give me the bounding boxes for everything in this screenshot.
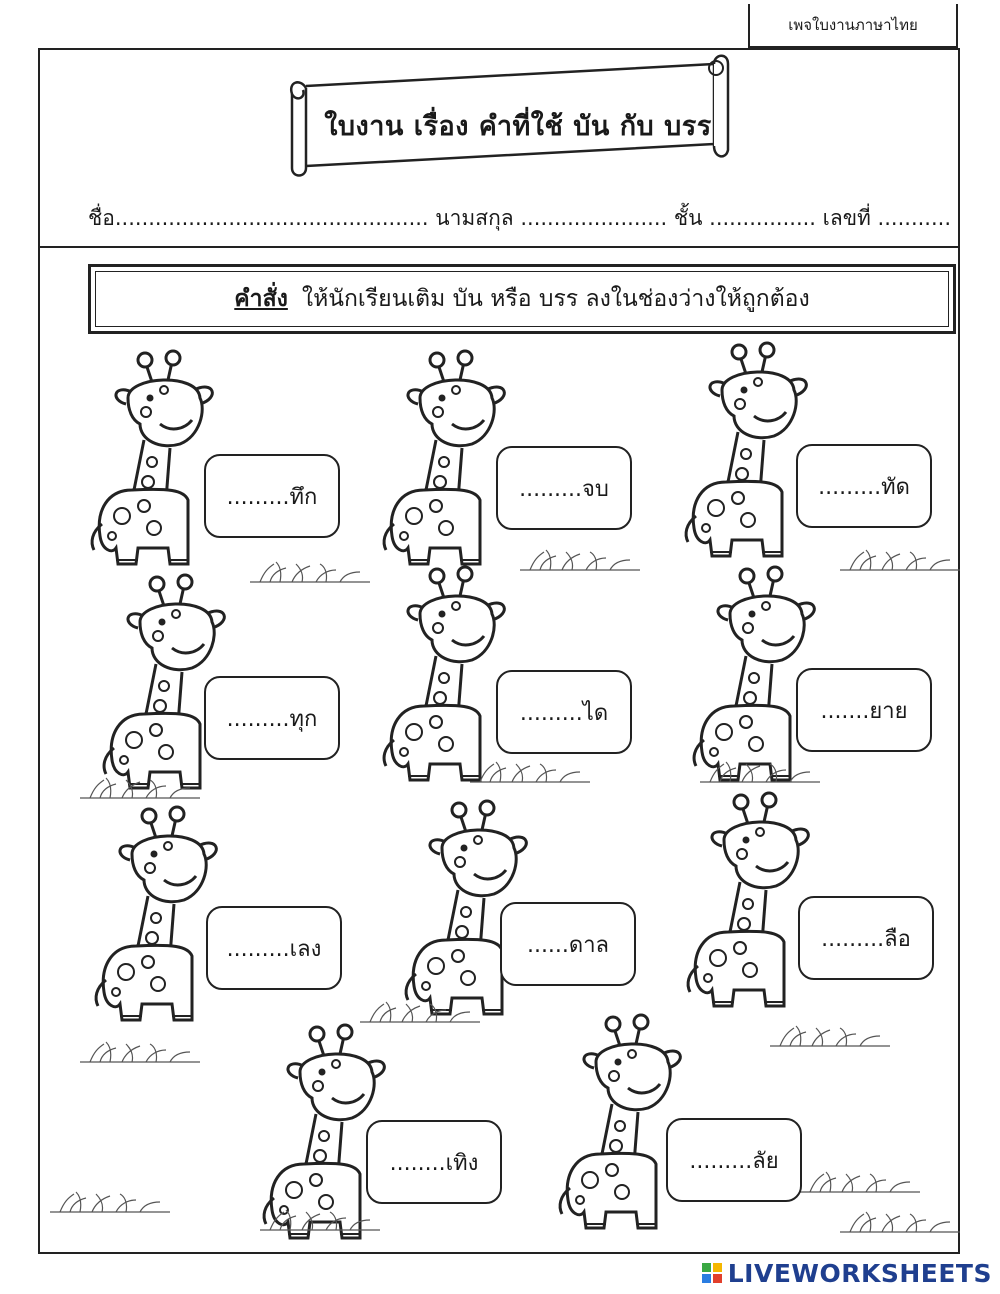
blank-word-box[interactable]: .........ลัย	[666, 1118, 802, 1202]
brand-name: LIVEWORKSHEETS	[727, 1258, 992, 1288]
blank-word-box[interactable]: .........ทึก	[204, 454, 340, 538]
blank-word-box[interactable]: .........ทุก	[204, 676, 340, 760]
blank-word-box[interactable]: ........เทิง	[366, 1120, 502, 1204]
liveworksheets-logo-icon	[702, 1263, 722, 1283]
header-tag: เพจใบงานภาษาไทย	[748, 4, 958, 48]
instruction-text: ให้นักเรียนเติม บัน หรือ บรร ลงในช่องว่างให้ถูกต้อง	[301, 286, 810, 312]
blank-word-box[interactable]: .........ได	[496, 670, 632, 754]
student-info-line[interactable]: ชื่อ............................................... นามสกุล ...................... ชั้น ................ เลขที่ ...........	[88, 206, 951, 230]
blank-word-box[interactable]: .........ลือ	[798, 896, 934, 980]
blank-word-box[interactable]: ......ดาล	[500, 902, 636, 986]
blank-word-box[interactable]: .........จบ	[496, 446, 632, 530]
instruction-label: คำสั่ง	[234, 286, 288, 312]
worksheet-title: ใบงาน เรื่อง คำที่ใช้ บัน กับ บรร	[324, 111, 712, 142]
blank-word-box[interactable]: .......ยาย	[796, 668, 932, 752]
liveworksheets-logo[interactable]	[702, 1258, 992, 1288]
blank-word-box[interactable]: .........เลง	[206, 906, 342, 990]
blank-word-box[interactable]: .........ทัด	[796, 444, 932, 528]
